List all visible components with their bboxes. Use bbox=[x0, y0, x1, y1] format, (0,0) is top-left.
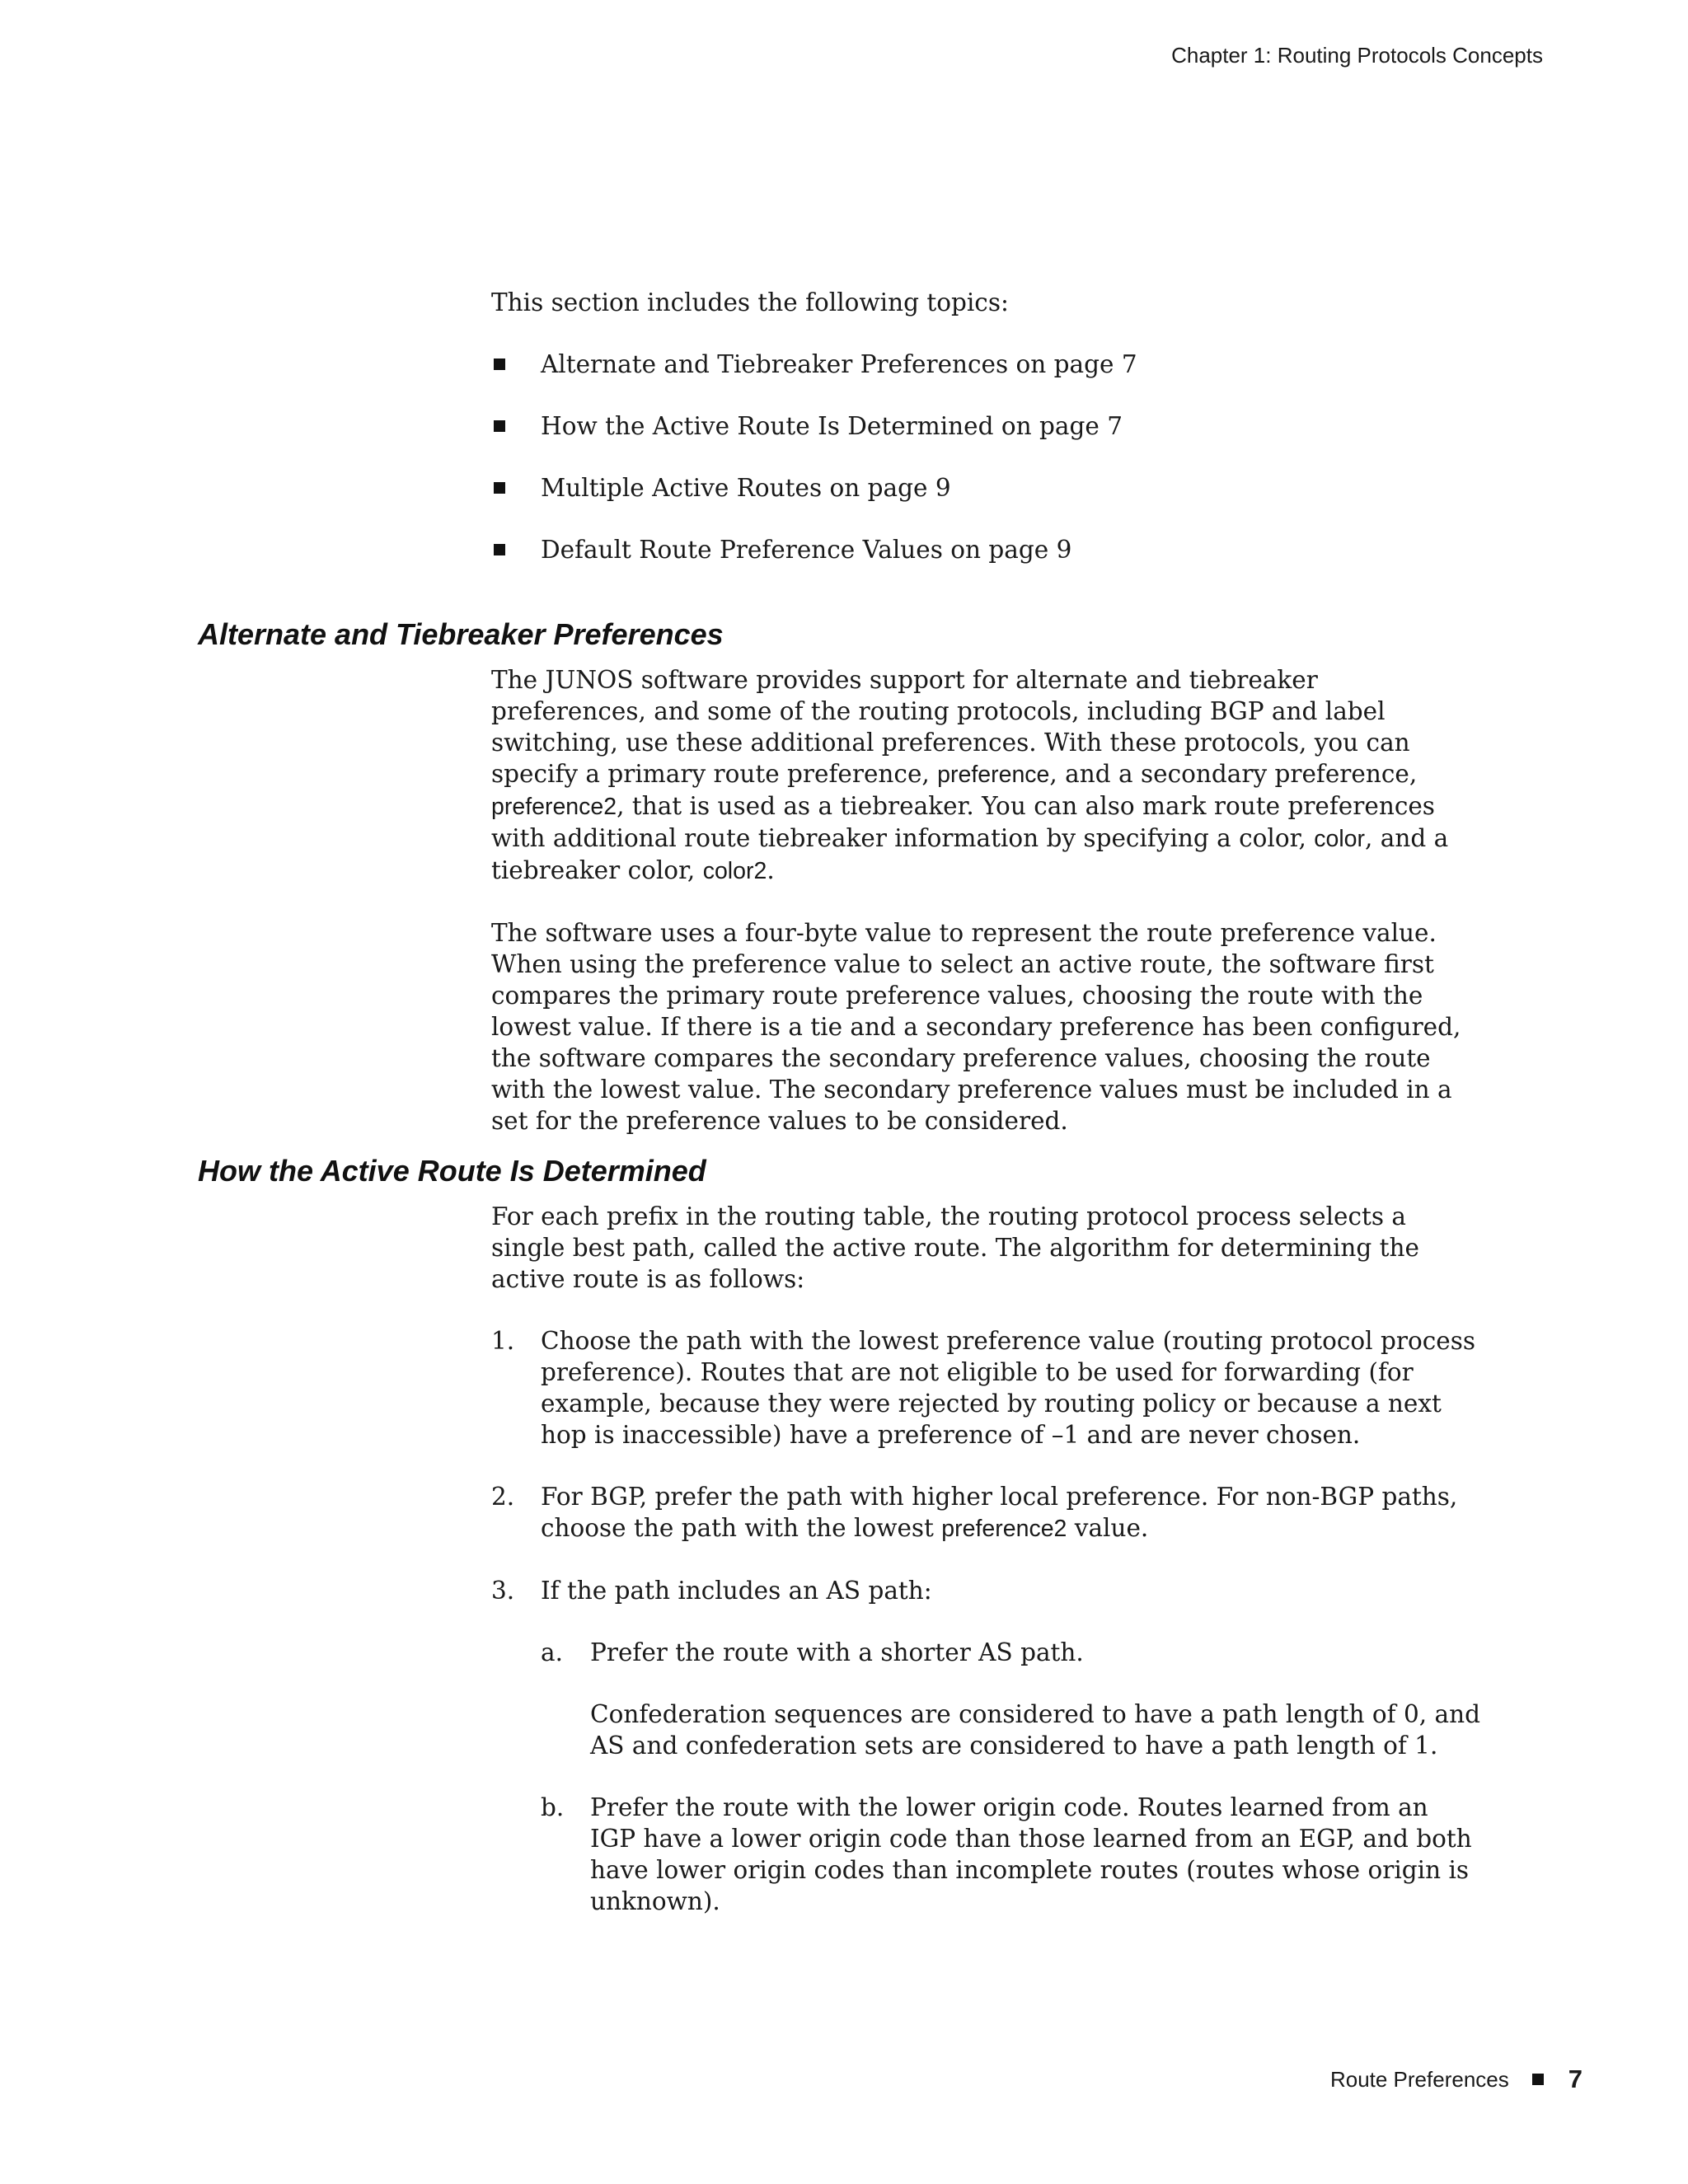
algorithm-step bbox=[491, 1575, 1480, 1917]
section1-paragraph-2: The software uses a four-byte value to represent the route preference value. When using the preference value to select an active route, the software first compares the primary route preference values, choosing the route with the lowest value. If there is a tie and a secondary preference has been configured, the software compares the secondary preference values, choosing the route with the lowest value. The secondary preference values must be included in a set for the preference values to be considered. bbox=[491, 919, 1461, 1135]
bullet-square-icon bbox=[494, 544, 505, 555]
substep-text: Prefer the route with a shorter AS path. bbox=[590, 1638, 1084, 1666]
topic-text: Alternate and Tiebreaker Preferences on page 7 bbox=[541, 350, 1137, 378]
section2-intro: For each prefix in the routing table, the routing protocol process selects a single best path, called the active route. The algorithm for determining the active route is as follows: bbox=[491, 1202, 1419, 1293]
substep-letter: a. bbox=[541, 1638, 563, 1666]
bullet-square-icon bbox=[494, 420, 505, 432]
substep-text: Prefer the route with the lower origin code. Routes learned from an IGP have a lower origin code than those learned from an EGP, and both have lower origin codes than incomplete routes (routes whose origin is unknown). bbox=[590, 1793, 1472, 1915]
bullet-square-icon bbox=[494, 359, 505, 370]
code-preference: preference bbox=[937, 762, 1050, 788]
algorithm-step bbox=[491, 1325, 1480, 1451]
topic-item bbox=[491, 410, 1480, 442]
topic-list bbox=[491, 349, 1480, 565]
topic-item bbox=[491, 534, 1480, 565]
section1-paragraph-1: The JUNOS software provides support for alternate and tiebreaker preferences, and some of the routing protocols, including BGP and label switching, use these additional preferences. With these protocols, you can specify a primary route preference, preference, and a secondary preference, preference2, that is used as a tiebreaker. You can also mark route preferences with additional route tiebreaker information by specifying a color, color, and a tiebreaker color, color2. bbox=[491, 666, 1449, 884]
intro-lead: This section includes the following topics: bbox=[491, 288, 1009, 316]
substep-letter: b. bbox=[541, 1793, 565, 1821]
page-number: 7 bbox=[1568, 2064, 1582, 2093]
algorithm-substep bbox=[541, 1792, 1480, 1917]
code-color: color bbox=[1314, 826, 1365, 852]
code-preference2: preference2 bbox=[941, 1516, 1067, 1542]
code-preference2: preference2 bbox=[491, 794, 617, 820]
topic-item bbox=[491, 349, 1480, 380]
algorithm-substep bbox=[541, 1637, 1480, 1761]
section1-body bbox=[491, 664, 1480, 1137]
footer-section-name: Route Preferences bbox=[1329, 2066, 1509, 2092]
topic-text: Default Route Preference Values on page 9 bbox=[541, 536, 1072, 564]
bullet-square-icon bbox=[494, 482, 505, 494]
topic-text: How the Active Route Is Determined on page 7 bbox=[541, 412, 1123, 440]
step-text: For BGP, prefer the path with higher local preference. For non-BGP paths, choose the path with the lowest preference2 value. bbox=[541, 1483, 1458, 1542]
algorithm-steps bbox=[491, 1325, 1480, 1917]
substep-note: Confederation sequences are considered to have a path length of 0, and AS and confederation sets are considered to have a path length of 1. bbox=[590, 1700, 1480, 1760]
step-number: 1. bbox=[491, 1327, 515, 1355]
running-header: Chapter 1: Routing Protocols Concepts bbox=[1171, 43, 1543, 68]
intro-block bbox=[491, 287, 1480, 596]
step-text: If the path includes an AS path: bbox=[541, 1577, 932, 1605]
section2-body bbox=[491, 1201, 1480, 1947]
page-footer bbox=[1330, 2064, 1582, 2094]
step-number: 3. bbox=[491, 1577, 515, 1605]
footer-square-icon bbox=[1532, 2074, 1544, 2085]
step-text: Choose the path with the lowest preference value (routing protocol process preference). Routes that are not eligible to be used for forwarding (for example, because they were rejected by routing policy or because a next hop is inaccessible) have a preference of –1 and are never chosen. bbox=[541, 1327, 1475, 1449]
step-number: 2. bbox=[491, 1483, 515, 1511]
section-heading-active-route: How the Active Route Is Determined bbox=[198, 1154, 706, 1188]
code-color2: color2 bbox=[702, 858, 767, 884]
topic-item bbox=[491, 472, 1480, 504]
section-heading-alternate-tiebreaker: Alternate and Tiebreaker Preferences bbox=[198, 617, 724, 651]
topic-text: Multiple Active Routes on page 9 bbox=[541, 474, 951, 502]
algorithm-step bbox=[491, 1481, 1480, 1544]
